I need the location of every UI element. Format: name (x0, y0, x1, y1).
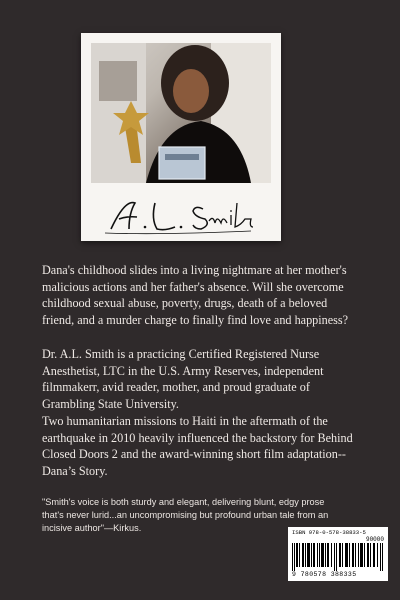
ean-digits: 9 780578 388335 (292, 571, 357, 578)
background-paragraph: Two humanitarian missions to Haiti in the aftermath of the earthquake in 2010 heavily influenced the backstory for Behind Closed Doors 2 and the award-winning short film adaptation--Dana’s Story. (42, 414, 353, 478)
isbn-number: ISBN 978-0-578-38833-5 (292, 529, 366, 536)
synopsis-paragraph: Dana's childhood slides into a living nightmare at her mother's malicious actions and her father's absence. Will she overcome childhood sexual abuse, poverty, drugs, death of a beloved friend, and a murder charge to finally find love and happiness? (42, 263, 349, 327)
author-photo (91, 43, 271, 183)
author-signature (101, 193, 261, 237)
isbn-barcode (288, 527, 388, 581)
price-code: 90000 (365, 536, 384, 543)
barcode-bars (292, 543, 384, 571)
author-photo-card (81, 33, 281, 241)
author-bio-paragraph: Dr. A.L. Smith is a practicing Certified Registered Nurse Anesthetist, LTC in the U.S. Army Reserves, independent filmmakerr, avid reader, mother, and proud graduate of Grambling State University. (42, 347, 324, 411)
review-quote: "Smith's voice is both sturdy and elegant, delivering blunt, edgy prose that's never lurid...an uncompromising but profound urban tale from an incisive author"—Kirkus. (42, 497, 329, 534)
